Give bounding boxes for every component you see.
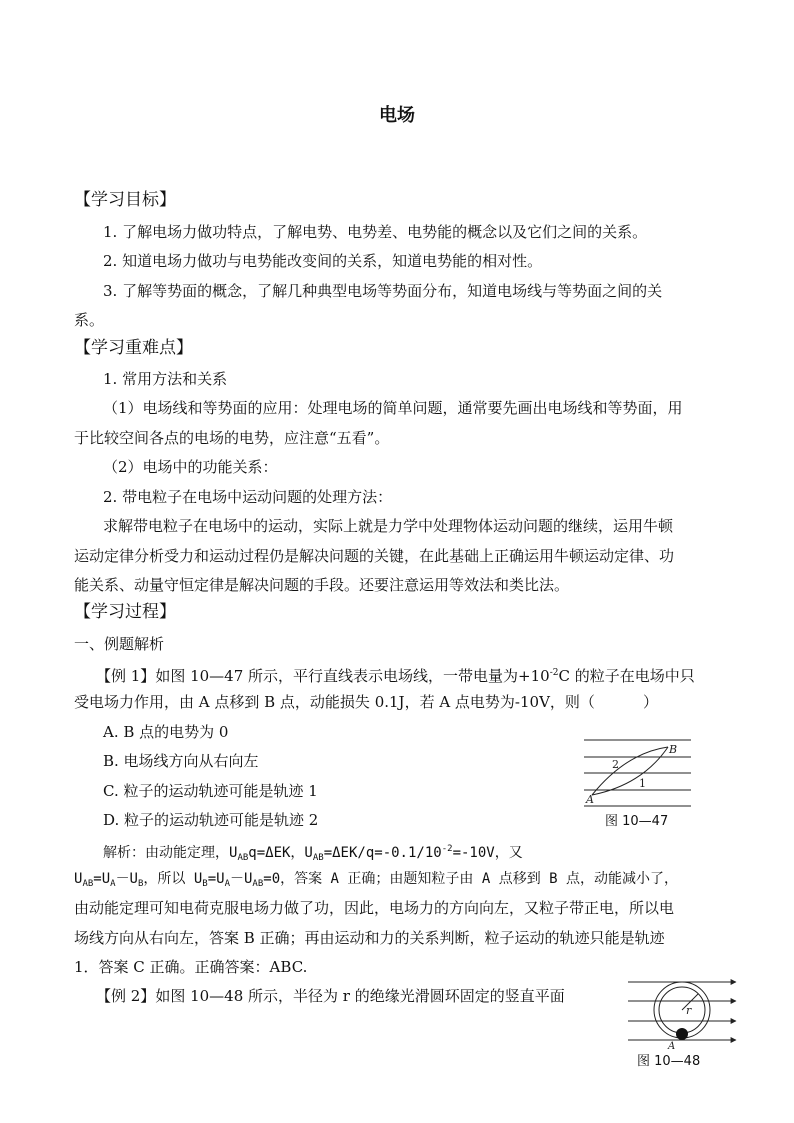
- objective-item: 3. 了解等势面的概念，了解几种典型电场等势面分布，知道电场线与等势面之间的关: [103, 282, 663, 300]
- subheading-examples: 一、例题解析: [74, 635, 165, 653]
- analysis-line4: 场线方向从右向左，答案 B 正确；再由运动和力的关系判断，粒子运动的轨迹只能是轨迹: [74, 929, 665, 947]
- figure-10-48: [628, 978, 740, 1052]
- analysis-line5: 1．答案 C 正确。正确答案：ABC.: [74, 958, 308, 976]
- option-d: D. 粒子的运动轨迹可能是轨迹 2: [103, 811, 319, 829]
- bead: [676, 1028, 688, 1040]
- key-point-line: 于比较空间各点的电场的电势，应注意“五看”。: [74, 429, 390, 447]
- example1-label: 【例 1】: [96, 667, 156, 685]
- key-point-line: 运动定律分析受力和运动过程仍是解决问题的关键，在此基础上正确运用牛顿运动定律、功: [74, 547, 675, 565]
- analysis-line3: 由动能定理可知电荷克服电场力做了功，因此，电场力的方向向左，又粒子带正电，所以电: [74, 899, 675, 917]
- key-point-line: 求解带电粒子在电场中的运动，实际上就是力学中处理物体运动问题的继续，运用牛顿: [103, 517, 674, 535]
- key-point-line: 能关系、动量守恒定律是解决问题的手段。还要注意运用等效法和类比法。: [74, 576, 570, 594]
- section-heading-key-points: 【学习重难点】: [74, 338, 193, 358]
- option-b: B. 电场线方向从右向左: [103, 752, 259, 770]
- section-heading-process: 【学习过程】: [74, 602, 176, 622]
- example1-line1: 【例 1】如图 10—47 所示，平行直线表示电场线，一带电量为$+10^{-2}C$ 的粒子在电场中只: [96, 667, 695, 685]
- example1-line2: 受电场力作用，由 A 点移到 B 点，动能损失 0.1J，若 A 点电势为-10V，则（ ）: [74, 693, 658, 711]
- figure-10-47-caption: 图 10—47: [605, 814, 669, 829]
- trajectory-2: [592, 747, 668, 795]
- option-a: A. B 点的电势为 0: [103, 723, 229, 741]
- example2-line1: 【例 2】如图 10—48 所示，半径为 r 的绝缘光滑圆环固定的竖直平面: [96, 987, 565, 1005]
- analysis-line1: 解析：由动能定理，$U_{AB}q=\Delta EK$，$U_{AB}=\Delta EK/q=-0.1/10^{-2}=-10V$，又: [103, 844, 523, 863]
- key-point-line: 1. 常用方法和关系: [103, 370, 228, 388]
- option-c: C. 粒子的运动轨迹可能是轨迹 1: [103, 782, 318, 800]
- objective-item-continuation: 系。: [74, 311, 105, 329]
- section-heading-objectives: 【学习目标】: [74, 190, 176, 210]
- trajectory-1: [592, 747, 668, 795]
- trajectory-1-label: 1: [639, 777, 646, 790]
- page-title: 电场: [379, 105, 415, 126]
- point-b-label: B: [669, 743, 678, 756]
- figure-10-47: [584, 735, 694, 810]
- objective-item: 2. 知道电场力做功与电势能改变间的关系，知道电势能的相对性。: [103, 252, 543, 270]
- point-a-label: A: [668, 1041, 676, 1052]
- point-a-label: A: [586, 793, 594, 806]
- radius-label: r: [686, 1004, 692, 1017]
- key-point-line: （2）电场中的功能关系：: [103, 458, 278, 476]
- key-point-line: 2. 带电粒子在电场中运动问题的处理方法：: [103, 488, 393, 506]
- figure-10-48-caption: 图 10—48: [637, 1054, 701, 1069]
- objective-item: 1. 了解电场力做功特点，了解电势、电势差、电势能的概念以及它们之间的关系。: [103, 223, 648, 241]
- trajectory-2-label: 2: [612, 758, 619, 771]
- key-point-line: （1）电场线和等势面的应用：处理电场的简单问题，通常要先画出电场线和等势面，用: [103, 399, 683, 417]
- analysis-line2: $U_{AB}=U_A-U_B$，所以 $U_B=U_A-U_{AB}=0$，答案 A 正确；由题知粒子由 A 点移到 B 点，动能减小了，: [74, 871, 678, 889]
- example2-label: 【例 2】: [96, 987, 156, 1005]
